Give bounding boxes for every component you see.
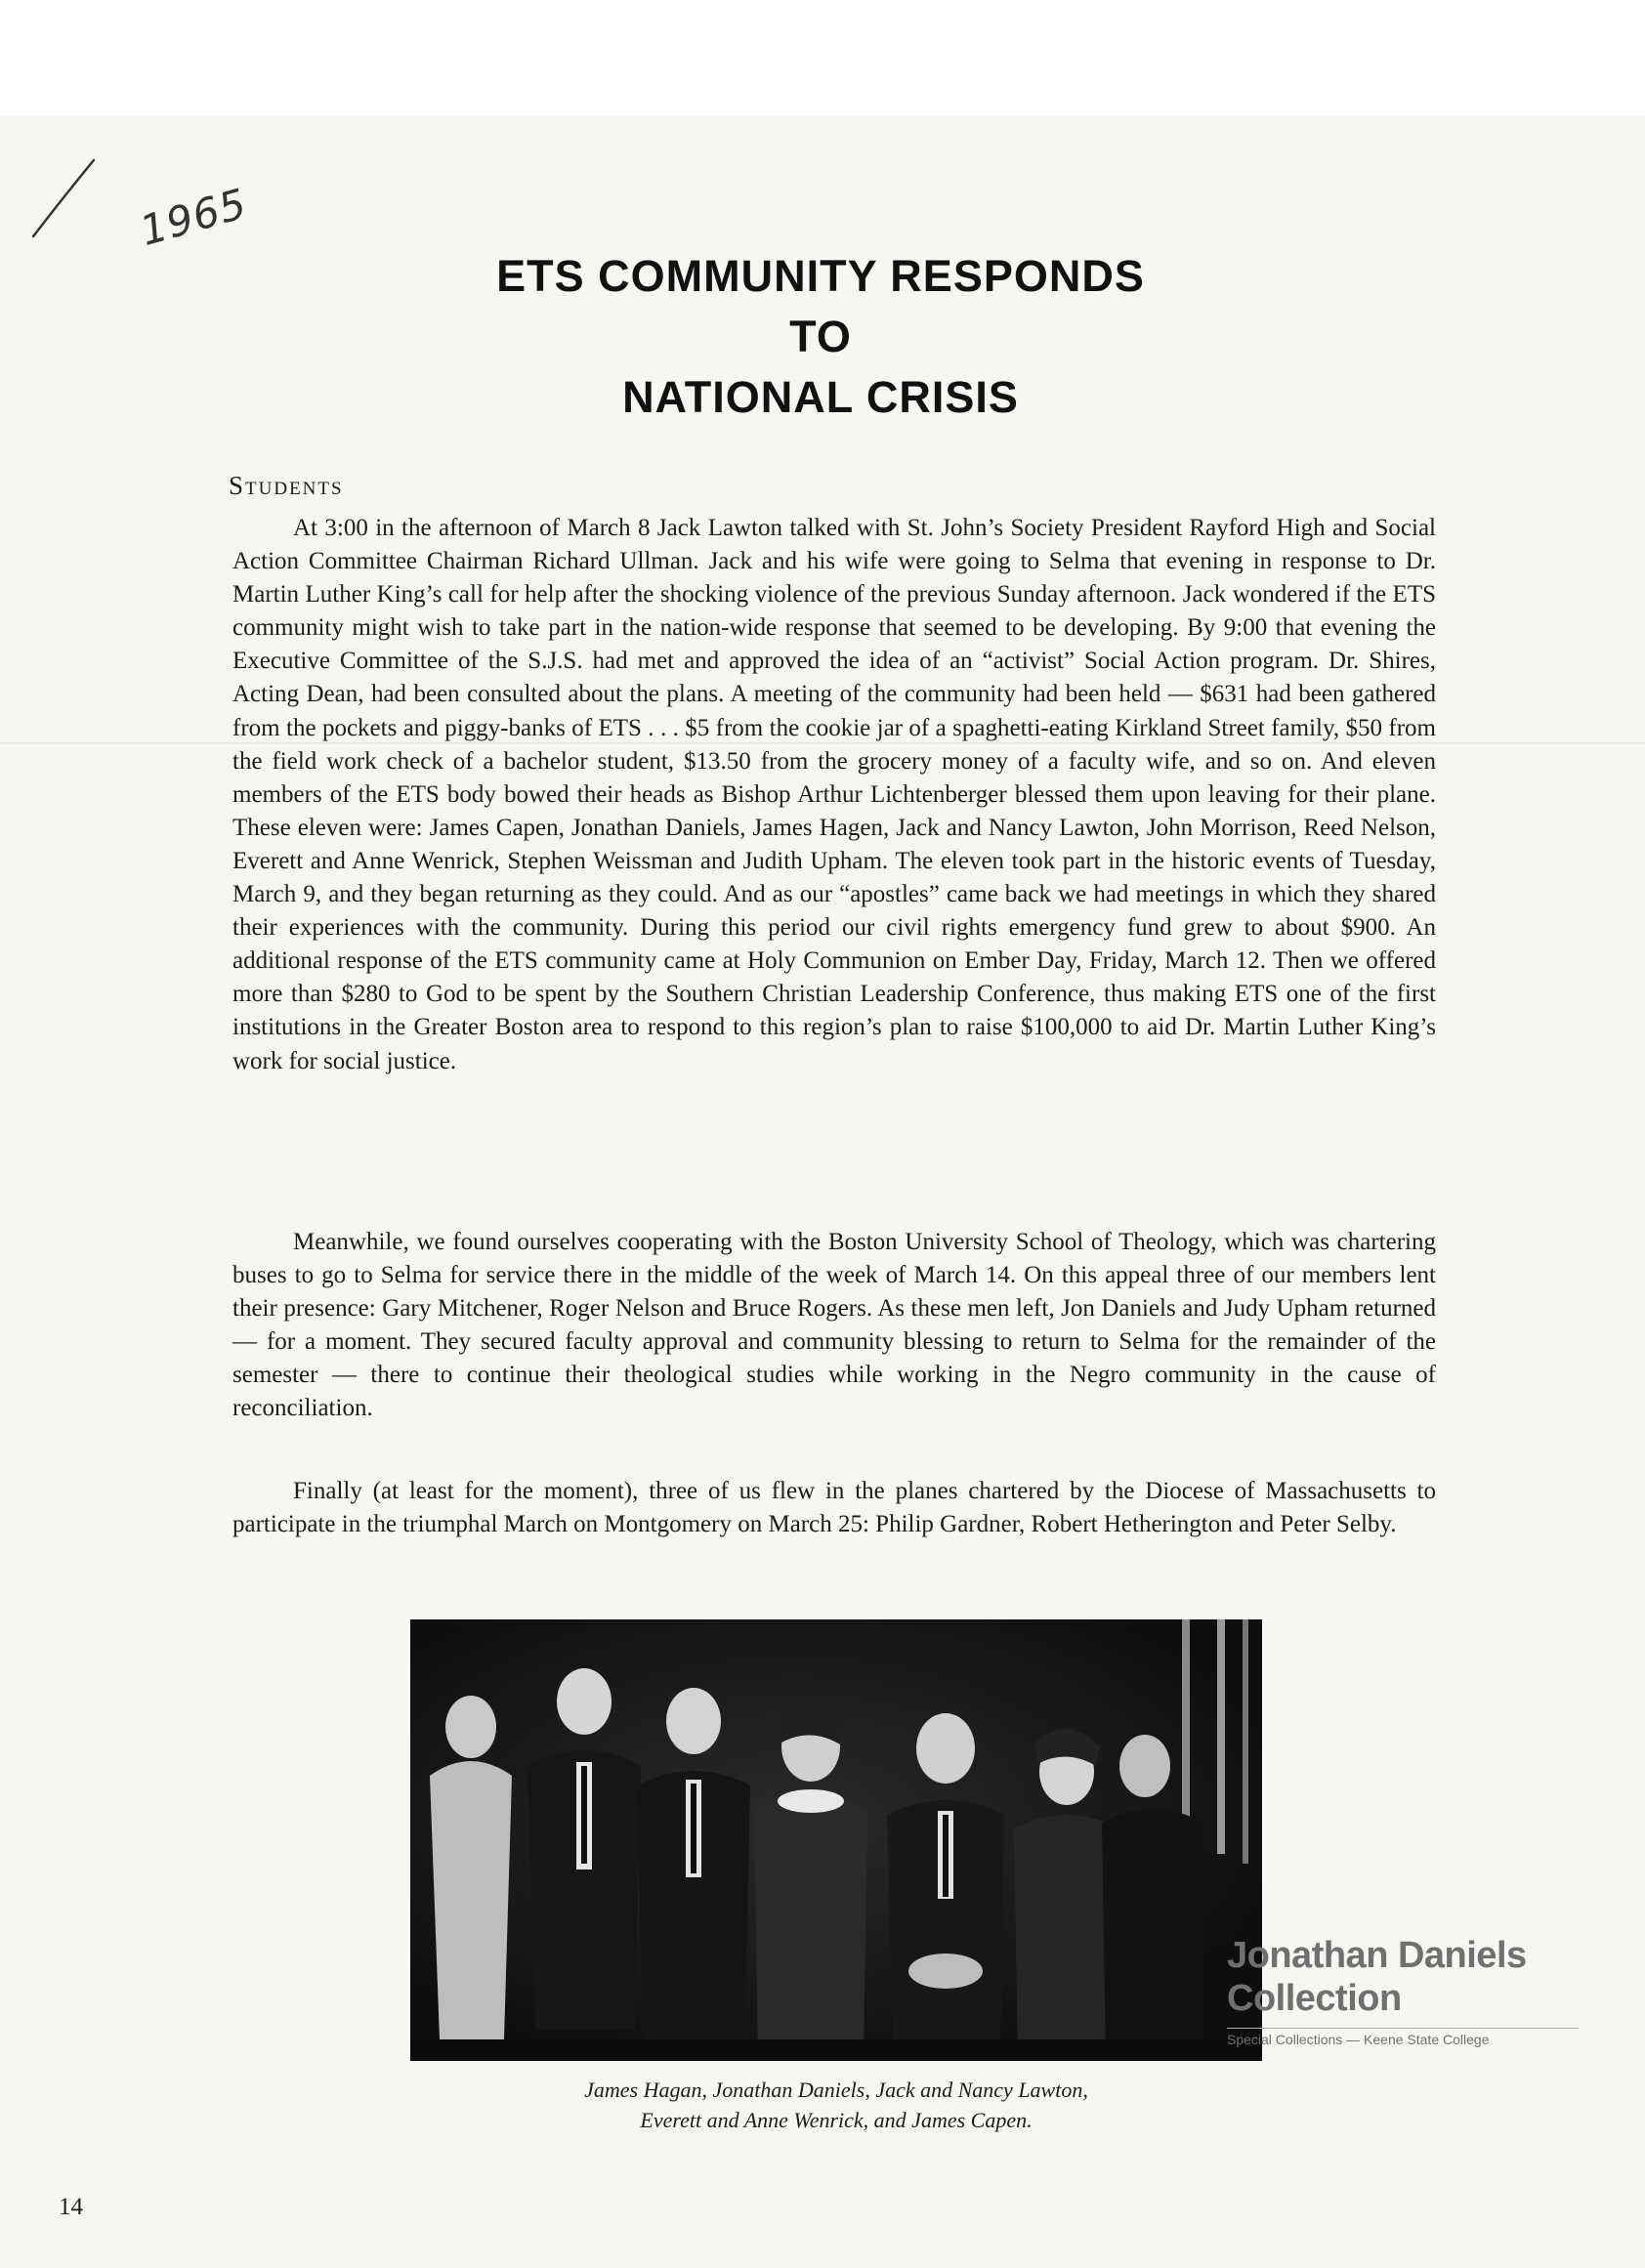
collection-watermark [1227,1934,1579,2047]
paragraph-text: At 3:00 in the afternoon of March 8 Jack Lawton talked with St. John’s Society President Rayford High and Social Action Committee Chairman Richard Ullman. Jack and his wife were going to Selma that evening in response to Dr. Martin Luther King’s call for help after the shocking violence of the previous Sunday afternoon. Jack wondered if the ETS community might wish to take part in the nation-wide response that seemed to be developing. By 9:00 that evening the Executive Committee of the S.J.S. had met and approved the idea of an “activist” Social Action program. Dr. Shires, Acting Dean, had been consulted about the plans. A meeting of the community had been held — $631 had been gathered from the pockets and piggy-banks of ETS . . . $5 from the cookie jar of a spaghetti-eating Kirkland Street family, $50 from the field work check of a bachelor student, $13.50 from the grocery money of a faculty wife, and so on. And eleven members of the ETS body bowed their heads as Bishop Arthur Lichtenberger blessed them upon leaving for their plane. These eleven were: James Capen, Jonathan Daniels, James Hagen, Jack and Nancy Lawton, John Morrison, Reed Nelson, Everett and Anne Wenrick, Stephen Weissman and Judith Upham. The eleven took part in the historic events of Tuesday, March 9, and they began returning as they could. And as our “apostles” came back we had meetings in which they shared their experiences with the community. During this period our civil rights emergency fund grew to about $900. An additional response of the ETS community came at Holy Communion on Ember Day, Friday, March 12. Then we offered more than $280 to God to be spent by the Southern Christian Leadership Conference, thus making ETS one of the first institutions in the Greater Boston area to respond to this region’s plan to raise $100,000 to aid Dr. Martin Luther King’s work for social justice. [232,515,1436,1074]
article-headline [371,246,1270,428]
headline-line-2: TO [789,312,852,361]
watermark-title-line-2: Collection [1227,1978,1402,2019]
page-number: 14 [59,2194,83,2220]
photo-caption [410,2075,1262,2135]
handwritten-year: 1965 [135,179,253,256]
pencil-mark-icon [27,154,105,242]
caption-line-2: Everett and Anne Wenrick, and James Capen. [640,2108,1033,2132]
headline-line-1: ETS COMMUNITY RESPONDS [496,251,1145,301]
caption-line-1: James Hagan, Jonathan Daniels, Jack and Nancy Lawton, [584,2078,1088,2102]
watermark-subtitle: Special Collections — Keene State College [1227,2028,1579,2047]
article-paragraph [232,512,1436,1078]
watermark-title-line-1: Jonathan Daniels [1227,1935,1527,1976]
paragraph-text: Finally (at least for the moment), three of us flew in the planes chartered by the Diocese of Massachusetts to participate in the triumphal March on Montgomery on March 25: Philip Gardner, Robert Hetherington and Peter Selby. [232,1478,1436,1538]
article-paragraph [232,1226,1436,1426]
article-paragraph [232,1475,1436,1541]
paragraph-text: Meanwhile, we found ourselves cooperating with the Boston University School of Theology, which was chartering buses to go to Selma for service there in the middle of the week of March 14. On this appeal three of our members lent their presence: Gary Mitchener, Roger Nelson and Bruce Rogers. As these men left, Jon Daniels and Judy Upham returned — for a moment. They secured faculty approval and community blessing to return to Selma for the remainder of the semester — there to continue their theological studies while working in the Negro community in the cause of reconciliation. [232,1229,1436,1422]
headline-line-3: NATIONAL CRISIS [622,372,1019,422]
section-heading: Students [229,471,344,500]
group-photograph [410,1619,1262,2061]
